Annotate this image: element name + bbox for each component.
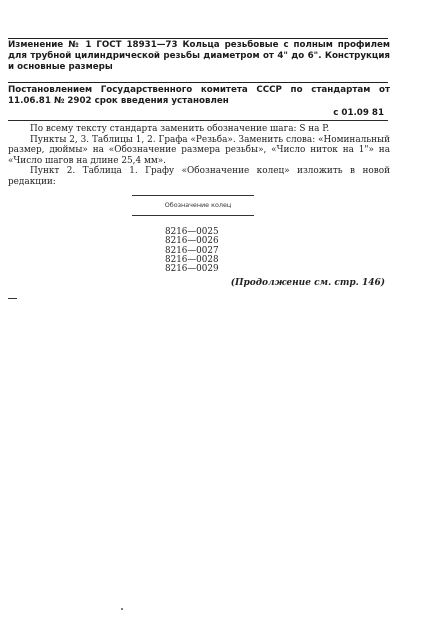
effective-date: с 01.09 81 [333, 108, 384, 118]
paragraph-step-notation: По всему тексту стандарта заменить обозначение шага: S на P. [30, 124, 330, 134]
header-top-rule [8, 38, 388, 39]
ring-code: 8216—0025 [165, 227, 219, 237]
header-separator-rule [8, 82, 388, 83]
margin-dash [8, 298, 17, 299]
table-top-rule [132, 195, 254, 196]
ring-code: 8216—0029 [165, 264, 219, 275]
date-underline-rule [8, 120, 388, 121]
page-dot [121, 608, 123, 610]
decree-statement: Постановлением Государственного комитета СССР по стандартам от 11.06.81 № 2902 срок введения установлен [8, 85, 390, 106]
paragraph-ring-designation: Пункт 2. Таблица 1. Графу «Обозначение колец» изложить в новой редакции: [8, 166, 390, 187]
ring-code: 8216—0026 [165, 236, 219, 247]
amendment-title: Изменение № 1 ГОСТ 18931—73 Кольца резьбовые с полным профилем для трубной цилиндрической резьбы диаметром от 4" до 6". Конструкция и основные размеры [8, 40, 390, 72]
amendment-body [8, 124, 390, 188]
ring-code: 8216—0028 [165, 254, 219, 265]
continuation-note: (Продолжение см. стр. 146) [230, 278, 385, 288]
table-caption: Обозначение колец [164, 201, 232, 209]
table-header-rule [132, 215, 254, 216]
ring-code-list [165, 228, 219, 274]
ring-code: 8216—0027 [165, 245, 219, 256]
paragraph-thread-column: Пункты 2, 3. Таблицы 1, 2. Графа «Резьба». Заменить слова: «Номинальный размер, дюймы» на «Обозначение размера резьбы», «Число ниток на 1"» на «Число шагов на длине 25,4 мм». [8, 134, 390, 166]
